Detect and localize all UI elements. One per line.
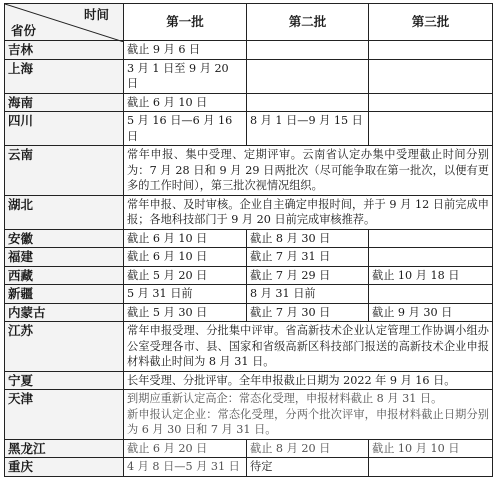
- merged-note-cell: 常年申报受理、分批集中评审。省高新技术企业认定管理工作协调小组办公室受理各市、县、国家和省级高新区科技部门报送的高新技术企业申报材料截止时间为 8 月 31 日。: [124, 322, 493, 372]
- batch3-cell: [369, 59, 493, 93]
- province-cell: 西藏: [5, 266, 124, 285]
- batch2-cell: 截止 8 月 30 日: [247, 229, 369, 248]
- batch1-cell: 3 月 1 日至 9 月 20 日: [124, 59, 247, 93]
- province-cell: 四川: [5, 112, 124, 146]
- batch1-cell: 截止 6 月 10 日: [124, 248, 247, 267]
- batch2-cell: 8 月 1 日—9 月 15 日: [247, 112, 369, 146]
- table-row: [5, 112, 493, 146]
- corner-province-label: 省份: [11, 23, 37, 38]
- batch2-cell: 截止 8 月 20 日: [247, 439, 369, 458]
- batch3-cell: [369, 229, 493, 248]
- province-cell: 湖北: [5, 195, 124, 229]
- batch2-cell: 待定: [247, 458, 369, 477]
- batch2-cell: 截止 7 月 30 日: [247, 303, 369, 322]
- batch2-cell: 截止 7 月 29 日: [247, 266, 369, 285]
- province-cell: 海南: [5, 93, 124, 112]
- header-batch2: 第二批: [247, 4, 369, 41]
- header-batch1: 第一批: [124, 4, 247, 41]
- batch3-cell: [369, 458, 493, 477]
- batch3-cell: [369, 93, 493, 112]
- header-batch3: 第三批: [369, 4, 493, 41]
- batch3-cell: 截止 9 月 30 日: [369, 303, 493, 322]
- table-row: [5, 93, 493, 112]
- batch1-cell: 截止 9 月 6 日: [124, 41, 247, 60]
- batch2-cell: 截止 7 月 31 日: [247, 248, 369, 267]
- schedule-table: [4, 3, 493, 477]
- batch3-cell: [369, 248, 493, 267]
- batch1-cell: 截止 6 月 10 日: [124, 93, 247, 112]
- table-row: [5, 59, 493, 93]
- header-row: [5, 4, 493, 41]
- batch1-cell: 4 月 8 日—5 月 31 日: [124, 458, 247, 477]
- table-row: [5, 229, 493, 248]
- province-cell: 云南: [5, 146, 124, 196]
- province-cell: 吉林: [5, 41, 124, 60]
- province-cell: 重庆: [5, 458, 124, 477]
- batch2-cell: [247, 59, 369, 93]
- batch3-cell: [369, 112, 493, 146]
- batch2-cell: [247, 41, 369, 60]
- corner-time-label: 时间: [83, 7, 109, 22]
- table-row: [5, 266, 493, 285]
- batch3-cell: [369, 41, 493, 60]
- batch2-cell: 8 月 31 日前: [247, 285, 369, 304]
- corner-header-cell: [5, 4, 124, 41]
- table-row: [5, 390, 493, 440]
- batch3-cell: 截止 10 月 10 日: [369, 439, 493, 458]
- batch1-cell: 5 月 16 日—6 月 16 日: [124, 112, 247, 146]
- table-row: [5, 195, 493, 229]
- province-cell: 宁夏: [5, 371, 124, 390]
- table-row: [5, 458, 493, 477]
- table-row: [5, 322, 493, 372]
- province-cell: 安徽: [5, 229, 124, 248]
- table-row: [5, 41, 493, 60]
- province-cell: 天津: [5, 390, 124, 440]
- province-cell: 上海: [5, 59, 124, 93]
- table-row: [5, 285, 493, 304]
- batch1-cell: 截止 5 月 30 日: [124, 303, 247, 322]
- table-row: [5, 303, 493, 322]
- batch1-cell: 截止 6 月 10 日: [124, 229, 247, 248]
- province-cell: 内蒙古: [5, 303, 124, 322]
- province-cell: 福建: [5, 248, 124, 267]
- table-row: [5, 146, 493, 196]
- note-line: 新申报认定企业：常态化受理，分两个批次评审，申报材料截止日期分别为 6 月 30 日和 7 月 31 日。: [127, 407, 489, 436]
- batch1-cell: 5 月 31 日前: [124, 285, 247, 304]
- table-row: [5, 248, 493, 267]
- province-cell: 江苏: [5, 322, 124, 372]
- merged-note-cell: 常年申报、集中受理、定期评审。云南省认定办集中受理截止时间分别为：7 月 28 日和 9 月 29 日两批次（尽可能争取在第一批次，以便有更多的工作时间），第三批次视情况组织。: [124, 146, 493, 196]
- batch2-cell: [247, 93, 369, 112]
- merged-note-cell: [124, 390, 493, 440]
- table-row: [5, 371, 493, 390]
- batch3-cell: 截止 10 月 18 日: [369, 266, 493, 285]
- province-cell: 新疆: [5, 285, 124, 304]
- batch1-cell: 截止 6 月 20 日: [124, 439, 247, 458]
- note-line: 到期应重新认定高企：常态化受理，申报材料截止 8 月 31 日。: [127, 392, 443, 405]
- province-cell: 黑龙江: [5, 439, 124, 458]
- batch1-cell: 截止 5 月 20 日: [124, 266, 247, 285]
- table-row: [5, 439, 493, 458]
- merged-note-cell: 常年申报、及时审核。企业自主确定申报时间，并于 9 月 12 日前完成申报；各地科技部门于 9 月 20 日前完成审核推荐。: [124, 195, 493, 229]
- batch3-cell: [369, 285, 493, 304]
- merged-note-cell: 长年受理、分批评审。全年申报截止日期为 2022 年 9 月 16 日。: [124, 371, 493, 390]
